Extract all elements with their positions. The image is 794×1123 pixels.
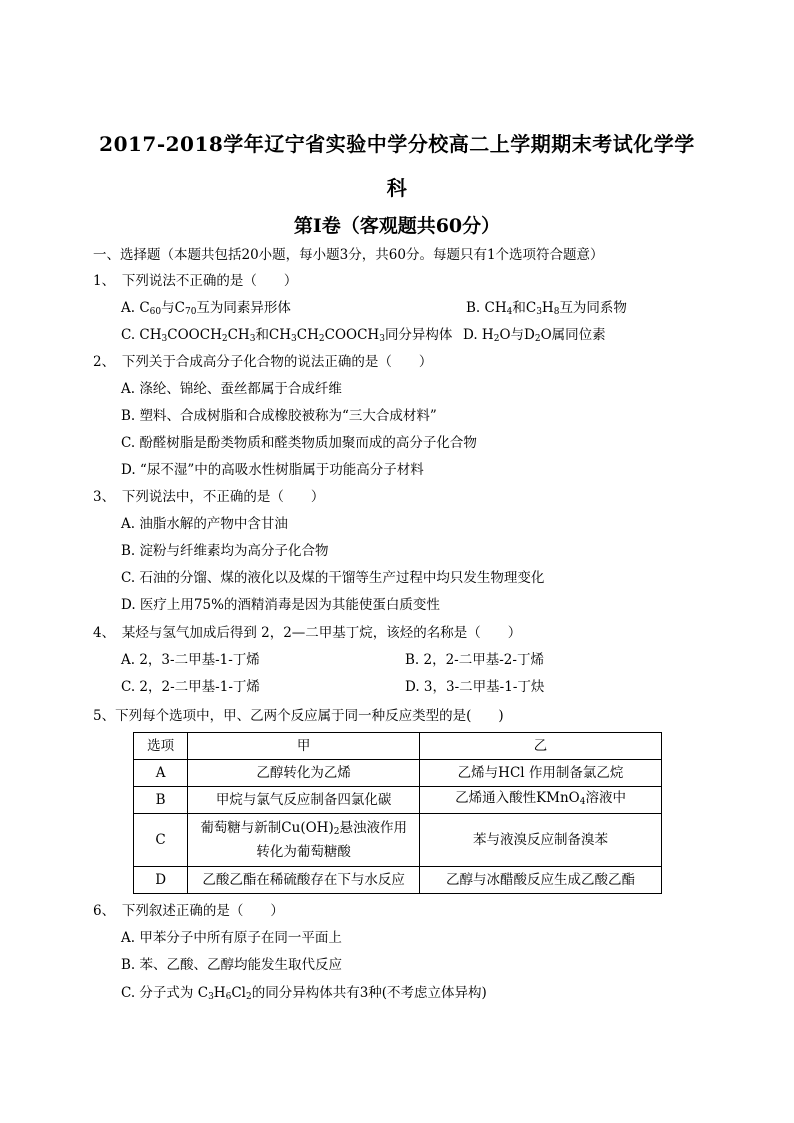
- q4-option-d: D. 3，3-二甲基-1-丁炔: [405, 679, 545, 695]
- table-cell: C: [134, 814, 188, 867]
- exam-title-line1: 2017-2018学年辽宁省实验中学分校高二上学期期末考试化学学: [99, 132, 695, 156]
- q6-stem: 6、 下列叙述正确的是（ ）: [93, 903, 284, 919]
- q5-stem: 5、下列每个选项中，甲、乙两个反应属于同一种反应类型的是( ): [93, 708, 504, 724]
- table-cell: 乙酸乙酯在稀硫酸存在下与水反应: [188, 867, 420, 894]
- table-row: [134, 787, 662, 814]
- instructions: 一、选择题（本题共包括20小题，每小题3分，共60分。每题只有1个选项符合题意）: [93, 247, 604, 263]
- q5-table: [133, 732, 662, 894]
- q3-option-d: D. 医疗上用75%的酒精消毒是因为其能使蛋白质变性: [121, 597, 440, 613]
- q6-option-c: C. 分子式为 $C_3H_6Cl_2$的同分异构体共有3种(不考虑立体异构): [121, 985, 487, 1002]
- q1-option-a: A. $C_{60}$与$C_{70}$互为同素异形体: [121, 300, 291, 317]
- table-cell: 乙烯通入酸性KMnO$_4$溶液中: [420, 787, 662, 814]
- q3-option-a: A. 油脂水解的产物中含甘油: [121, 516, 288, 532]
- q2-option-c: C. 酚醛树脂是酚类物质和醛类物质加聚而成的高分子化合物: [121, 435, 477, 451]
- table-cell: 乙醇与冰醋酸反应生成乙酸乙酯: [420, 867, 662, 894]
- table-row: [134, 760, 662, 787]
- table-cell: 甲烷与氯气反应制备四氯化碳: [188, 787, 420, 814]
- table-header-jia: 甲: [188, 733, 420, 760]
- table-header-row: [134, 733, 662, 760]
- section-title: 第Ⅰ卷（客观题共60分）: [293, 215, 501, 237]
- q3-option-c: C. 石油的分馏、煤的液化以及煤的干馏等生产过程中均只发生物理变化: [121, 570, 545, 586]
- table-header-yi: 乙: [420, 733, 662, 760]
- q6-option-b: B. 苯、乙酸、乙醇均能发生取代反应: [121, 957, 343, 973]
- table-row: [134, 814, 662, 867]
- q4-option-b: B. 2，2-二甲基-2-丁烯: [405, 652, 544, 668]
- q6-option-a: A. 甲苯分子中所有原子在同一平面上: [121, 930, 342, 946]
- table-header-option: 选项: [134, 733, 188, 760]
- q1-option-c: C. $CH_3COOCH_2CH_3$和$CH_3CH_2COOCH_3$同分异构体: [121, 327, 453, 344]
- q3-stem: 3、 下列说法中，不正确的是（ ）: [93, 489, 325, 505]
- q4-option-a: A. 2，3-二甲基-1-丁烯: [121, 652, 260, 668]
- q2-option-d: D. “尿不湿”中的高吸水性树脂属于功能高分子材料: [121, 462, 424, 478]
- table-cell: B: [134, 787, 188, 814]
- table-row: [134, 867, 662, 894]
- q2-option-b: B. 塑料、合成树脂和合成橡胶被称为“三大合成材料”: [121, 408, 437, 424]
- table-cell: 葡萄糖与新制$Cu(OH)_2$悬浊液作用 转化为葡萄糖酸: [188, 814, 420, 867]
- table-cell: D: [134, 867, 188, 894]
- q2-option-a: A. 涤纶、锦纶、蚕丝都属于合成纤维: [121, 381, 342, 397]
- table-cell: 苯与液溴反应制备溴苯: [420, 814, 662, 867]
- q4-option-c: C. 2，2-二甲基-1-丁烯: [121, 679, 260, 695]
- exam-title-line2: 科: [386, 176, 408, 200]
- table-cell: A: [134, 760, 188, 787]
- q1-stem: 1、 下列说法不正确的是（ ）: [93, 273, 298, 289]
- q1-option-d: D. $H_2O$与$D_2O$属同位素: [463, 327, 606, 344]
- q2-stem: 2、 下列关于合成高分子化合物的说法正确的是（ ）: [93, 354, 433, 370]
- q4-stem: 4、 某烃与氢气加成后得到 2，2—二甲基丁烷，该烃的名称是（ ）: [93, 625, 522, 641]
- table-cell: 乙醇转化为乙烯: [188, 760, 420, 787]
- q3-option-b: B. 淀粉与纤维素均为高分子化合物: [121, 543, 329, 559]
- q1-option-b: B. $CH_4$和$C_3H_8$互为同系物: [466, 300, 627, 317]
- table-cell: 乙烯与HCl 作用制备氯乙烷: [420, 760, 662, 787]
